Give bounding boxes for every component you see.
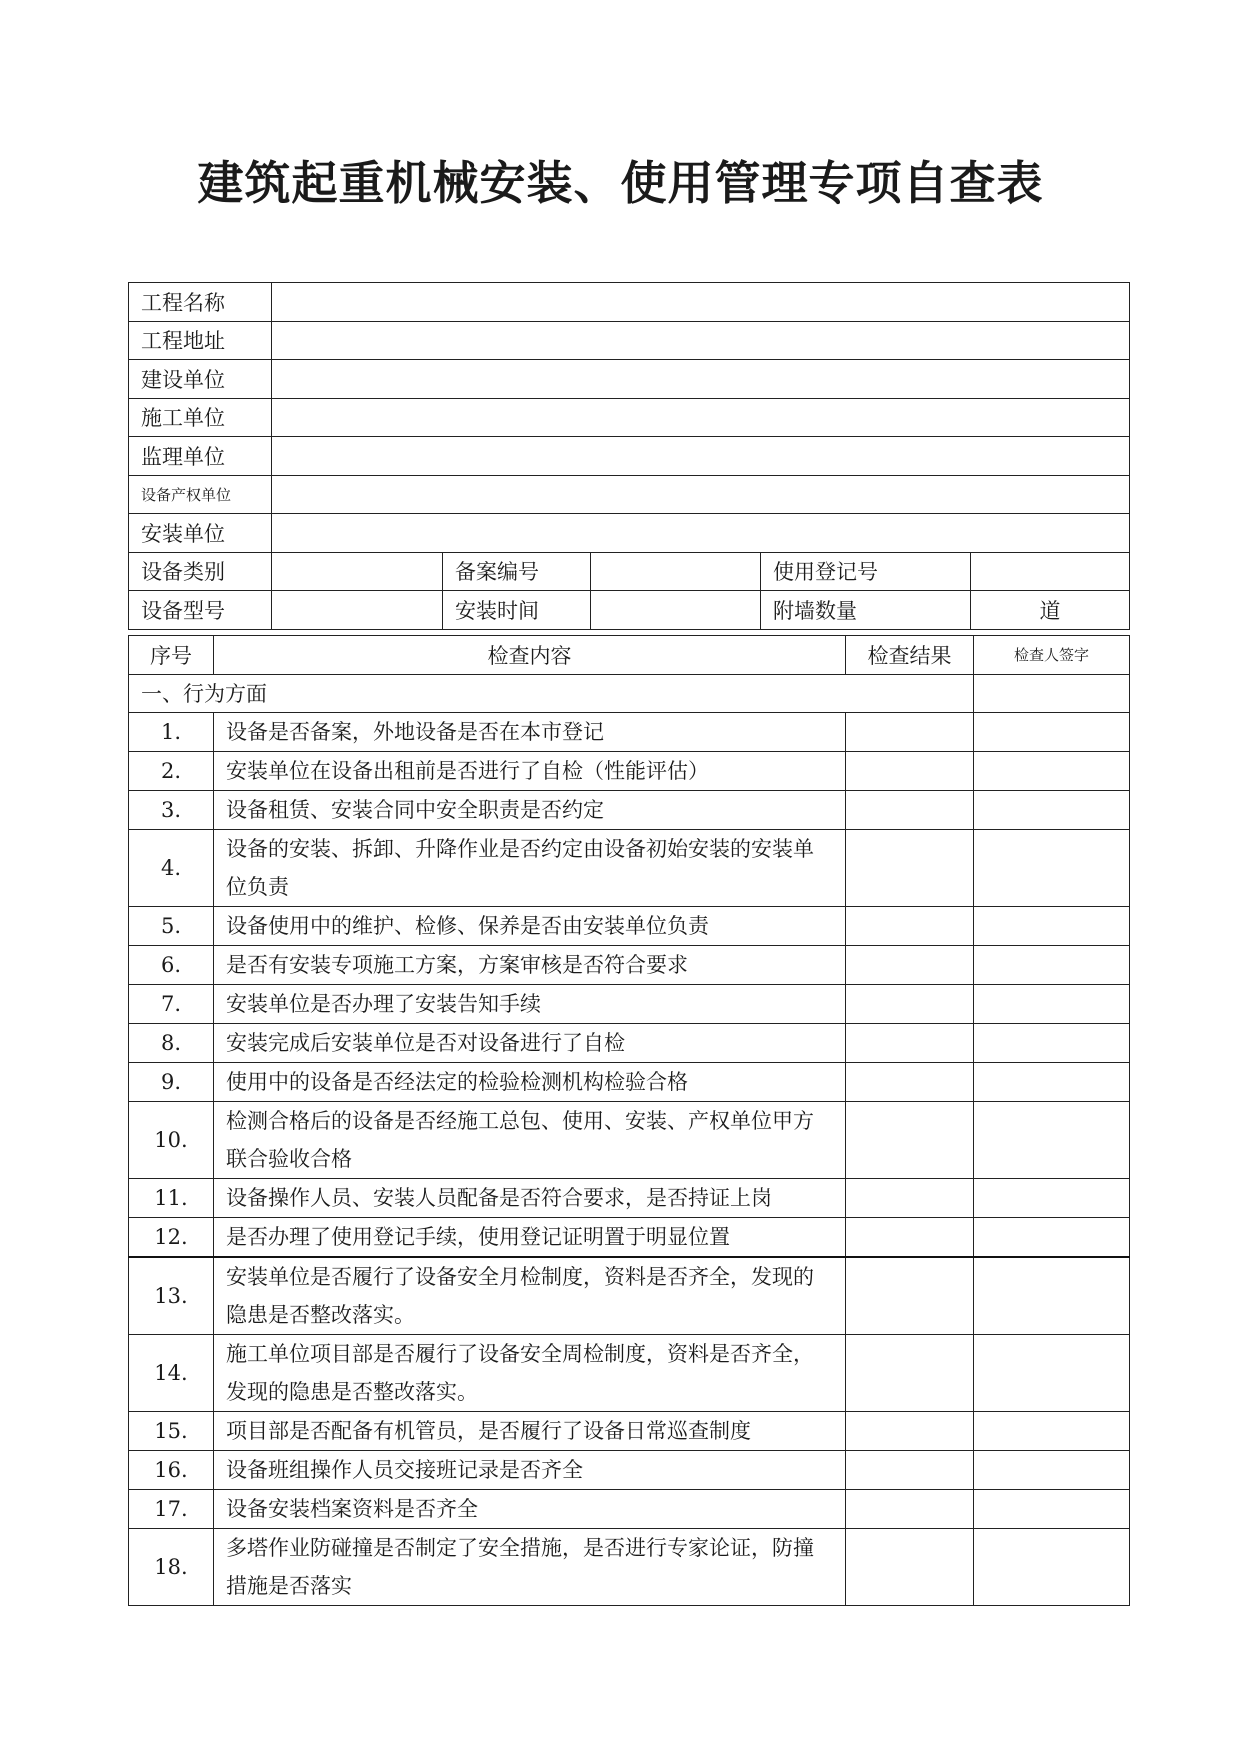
result-cell[interactable] — [846, 1529, 974, 1606]
result-cell[interactable] — [846, 985, 974, 1024]
checklist-row — [129, 1257, 1130, 1335]
checklist-row — [129, 946, 1130, 985]
item-content: 安装单位是否履行了设备安全月检制度，资料是否齐全，发现的隐患是否整改落实。 — [214, 1257, 846, 1335]
checklist-row — [129, 752, 1130, 791]
use-reg-no-field[interactable] — [971, 552, 1130, 591]
signature-cell[interactable] — [974, 830, 1130, 907]
signature-cell[interactable] — [974, 1490, 1130, 1529]
checklist-row — [129, 1451, 1130, 1490]
supervision-unit-field[interactable] — [272, 437, 1130, 476]
item-number: 14. — [129, 1335, 214, 1412]
item-number: 4. — [129, 830, 214, 907]
property-unit-field[interactable] — [272, 475, 1130, 514]
install-time-field[interactable] — [591, 591, 761, 630]
section-title: 一、行为方面 — [129, 674, 974, 713]
result-cell[interactable] — [846, 713, 974, 752]
seq-header: 序号 — [129, 636, 214, 675]
item-content: 设备是否备案，外地设备是否在本市登记 — [214, 713, 846, 752]
page-title: 建筑起重机械安装、使用管理专项自查表 — [197, 156, 1044, 210]
item-number: 10. — [129, 1102, 214, 1179]
signature-cell[interactable] — [974, 791, 1130, 830]
checklist-row — [129, 713, 1130, 752]
signature-cell[interactable] — [974, 1451, 1130, 1490]
equipment-type-label: 设备类别 — [129, 552, 272, 591]
item-content: 安装完成后安装单位是否对设备进行了自检 — [214, 1024, 846, 1063]
section-signature-cell[interactable] — [974, 674, 1130, 713]
result-cell[interactable] — [846, 1490, 974, 1529]
result-cell[interactable] — [846, 1024, 974, 1063]
checklist-row — [129, 1412, 1130, 1451]
signature-cell[interactable] — [974, 1529, 1130, 1606]
signature-cell[interactable] — [974, 1063, 1130, 1102]
signature-cell[interactable] — [974, 713, 1130, 752]
signature-cell[interactable] — [974, 1179, 1130, 1218]
checklist-row — [129, 985, 1130, 1024]
project-name-field[interactable] — [272, 283, 1130, 322]
result-cell[interactable] — [846, 791, 974, 830]
inspector-header: 检查人签字 — [974, 636, 1130, 675]
signature-cell[interactable] — [974, 946, 1130, 985]
builder-unit-label: 施工单位 — [129, 398, 272, 437]
equipment-type-field[interactable] — [272, 552, 443, 591]
result-cell[interactable] — [846, 1179, 974, 1218]
item-content: 检测合格后的设备是否经施工总包、使用、安装、产权单位甲方联合验收合格 — [214, 1102, 846, 1179]
project-address-label: 工程地址 — [129, 321, 272, 360]
checklist-row — [129, 1529, 1130, 1606]
record-no-label: 备案编号 — [443, 552, 591, 591]
signature-cell[interactable] — [974, 752, 1130, 791]
project-info-table — [128, 282, 1130, 630]
result-cell[interactable] — [846, 752, 974, 791]
checklist-row — [129, 1335, 1130, 1412]
item-number: 1. — [129, 713, 214, 752]
equipment-model-row — [129, 591, 1130, 630]
builder-unit-row — [129, 398, 1130, 437]
item-content: 设备操作人员、安装人员配备是否符合要求，是否持证上岗 — [214, 1179, 846, 1218]
item-content: 设备班组操作人员交接班记录是否齐全 — [214, 1451, 846, 1490]
signature-cell[interactable] — [974, 1257, 1130, 1335]
item-number: 13. — [129, 1257, 214, 1335]
use-reg-no-label: 使用登记号 — [761, 552, 971, 591]
item-content: 是否有安装专项施工方案，方案审核是否符合要求 — [214, 946, 846, 985]
supervision-unit-label: 监理单位 — [129, 437, 272, 476]
item-content: 安装单位是否办理了安装告知手续 — [214, 985, 846, 1024]
item-number: 8. — [129, 1024, 214, 1063]
item-number: 17. — [129, 1490, 214, 1529]
construction-unit-field[interactable] — [272, 360, 1130, 399]
result-cell[interactable] — [846, 946, 974, 985]
item-content: 使用中的设备是否经法定的检验检测机构检验合格 — [214, 1063, 846, 1102]
result-header: 检查结果 — [846, 636, 974, 675]
checklist-row — [129, 830, 1130, 907]
result-cell[interactable] — [846, 1063, 974, 1102]
item-content: 施工单位项目部是否履行了设备安全周检制度，资料是否齐全，发现的隐患是否整改落实。 — [214, 1335, 846, 1412]
checklist-row — [129, 1490, 1130, 1529]
item-content: 设备安装档案资料是否齐全 — [214, 1490, 846, 1529]
checklist-row — [129, 1024, 1130, 1063]
result-cell[interactable] — [846, 1257, 974, 1335]
checklist-table — [128, 635, 1130, 1606]
section-row — [129, 674, 1130, 713]
install-unit-row — [129, 514, 1130, 553]
signature-cell[interactable] — [974, 1102, 1130, 1179]
item-number: 11. — [129, 1179, 214, 1218]
equipment-model-label: 设备型号 — [129, 591, 272, 630]
property-unit-row — [129, 475, 1130, 514]
equipment-model-field[interactable] — [272, 591, 443, 630]
install-time-label: 安装时间 — [443, 591, 591, 630]
item-number: 16. — [129, 1451, 214, 1490]
checklist-row — [129, 1179, 1130, 1218]
item-number: 12. — [129, 1218, 214, 1258]
item-number: 2. — [129, 752, 214, 791]
result-cell[interactable] — [846, 1412, 974, 1451]
item-number: 18. — [129, 1529, 214, 1606]
item-content: 设备使用中的维护、检修、保养是否由安装单位负责 — [214, 907, 846, 946]
result-cell[interactable] — [846, 1335, 974, 1412]
signature-cell[interactable] — [974, 1412, 1130, 1451]
equipment-type-row — [129, 552, 1130, 591]
item-number: 6. — [129, 946, 214, 985]
result-cell[interactable] — [846, 830, 974, 907]
project-name-label: 工程名称 — [129, 283, 272, 322]
content-header: 检查内容 — [214, 636, 846, 675]
project-address-row — [129, 321, 1130, 360]
checklist-row — [129, 1063, 1130, 1102]
result-cell[interactable] — [846, 1102, 974, 1179]
builder-unit-field[interactable] — [272, 398, 1130, 437]
item-number: 15. — [129, 1412, 214, 1451]
item-content: 设备的安装、拆卸、升降作业是否约定由设备初始安装的安装单位负责 — [214, 830, 846, 907]
item-content: 安装单位在设备出租前是否进行了自检（性能评估） — [214, 752, 846, 791]
checklist-row — [129, 907, 1130, 946]
supervision-unit-row — [129, 437, 1130, 476]
item-content: 项目部是否配备有机管员，是否履行了设备日常巡查制度 — [214, 1412, 846, 1451]
construction-unit-row — [129, 360, 1130, 399]
checklist-row — [129, 791, 1130, 830]
item-number: 5. — [129, 907, 214, 946]
signature-cell[interactable] — [974, 985, 1130, 1024]
signature-cell[interactable] — [974, 907, 1130, 946]
result-cell[interactable] — [846, 907, 974, 946]
wall-count-label: 附墙数量 — [761, 591, 971, 630]
wall-count-field[interactable]: 道 — [971, 591, 1130, 630]
item-content: 多塔作业防碰撞是否制定了安全措施，是否进行专家论证，防撞措施是否落实 — [214, 1529, 846, 1606]
checklist-row — [129, 1218, 1130, 1258]
construction-unit-label: 建设单位 — [129, 360, 272, 399]
install-unit-field[interactable] — [272, 514, 1130, 553]
signature-cell[interactable] — [974, 1024, 1130, 1063]
signature-cell[interactable] — [974, 1218, 1130, 1258]
item-content: 是否办理了使用登记手续，使用登记证明置于明显位置 — [214, 1218, 846, 1258]
item-number: 3. — [129, 791, 214, 830]
item-number: 7. — [129, 985, 214, 1024]
record-no-field[interactable] — [591, 552, 761, 591]
result-cell[interactable] — [846, 1218, 974, 1258]
item-content: 设备租赁、安装合同中安全职责是否约定 — [214, 791, 846, 830]
signature-cell[interactable] — [974, 1335, 1130, 1412]
checklist-header-row — [129, 636, 1130, 675]
checklist-row — [129, 1102, 1130, 1179]
property-unit-label: 设备产权单位 — [129, 475, 272, 514]
item-number: 9. — [129, 1063, 214, 1102]
install-unit-label: 安装单位 — [129, 514, 272, 553]
result-cell[interactable] — [846, 1451, 974, 1490]
project-name-row — [129, 283, 1130, 322]
project-address-field[interactable] — [272, 321, 1130, 360]
